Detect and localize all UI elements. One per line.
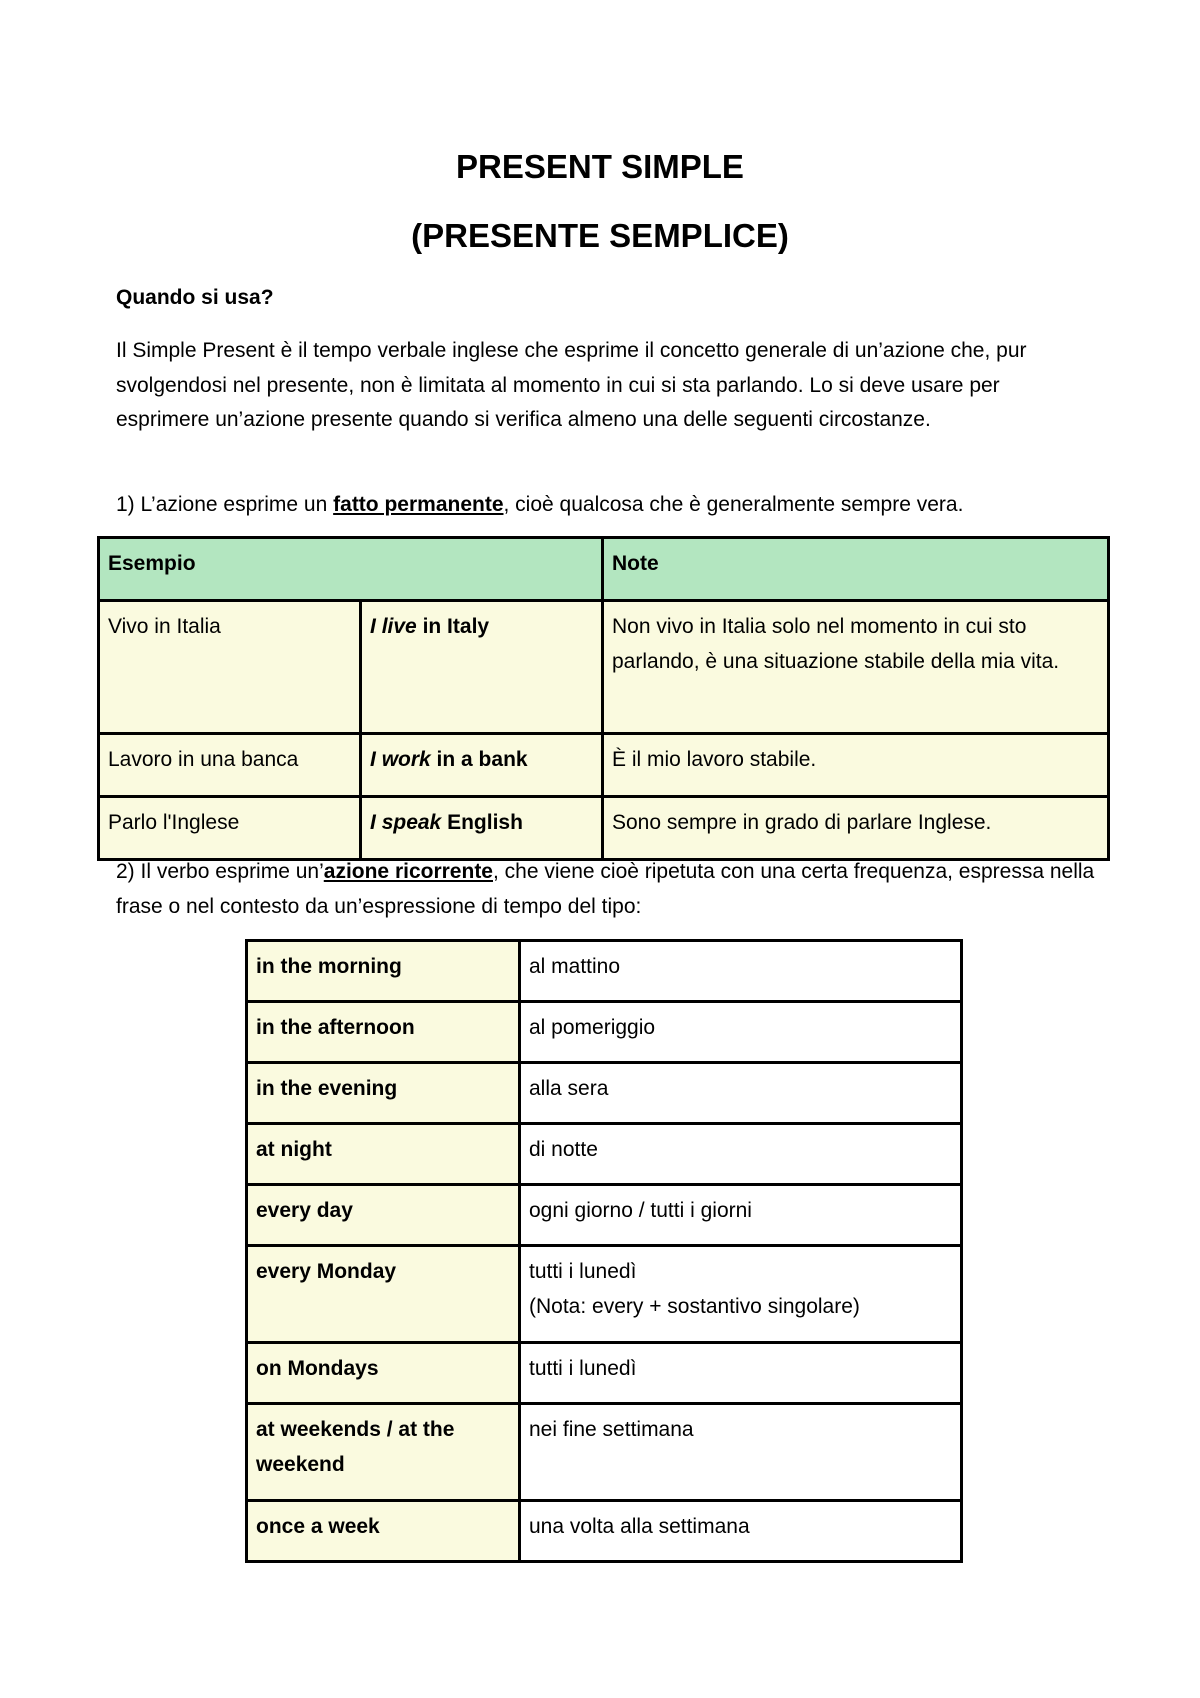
section-heading: Quando si usa? — [116, 286, 274, 309]
intro-paragraph: Il Simple Present è il tempo verbale inglese che esprime il concetto generale di un’azione che, pur svolgendosi nel presente, non è limitata al momento in cui si sta parlando. Lo si deve usare per esprimere un’azione presente quando si verifica almeno una delle seguenti circostanze. — [116, 339, 1027, 431]
time-expression-it-text: tutti i lunedì — [529, 1260, 637, 1283]
example-note: È il mio lavoro stabile. — [603, 734, 1109, 797]
example-english: I work in a bank — [361, 734, 603, 797]
time-expression-it: al pomeriggio — [520, 1002, 962, 1063]
time-expression-en: at night — [247, 1124, 520, 1185]
point-1-highlight: fatto permanente — [333, 493, 504, 516]
page-subtitle: (PRESENTE SEMPLICE) — [411, 217, 789, 254]
table-row — [99, 734, 1109, 797]
table-row — [247, 1246, 962, 1343]
header-example: Esempio — [99, 538, 603, 601]
examples-table — [97, 536, 1110, 861]
table-row — [247, 1343, 962, 1404]
table-row — [99, 601, 1109, 734]
table-row — [247, 1501, 962, 1562]
time-expression-en: on Mondays — [247, 1343, 520, 1404]
time-expression-en: every Monday — [247, 1246, 520, 1343]
point-2-prefix: 2) Il verbo esprime un’ — [116, 860, 324, 883]
table-row — [99, 797, 1109, 860]
time-expression-it: una volta alla settimana — [520, 1501, 962, 1562]
time-expression-en: at weekends / at the weekend — [247, 1404, 520, 1501]
point-1-prefix: 1) L’azione esprime un — [116, 493, 334, 516]
time-expression-it — [520, 1246, 962, 1343]
time-expression-it: al mattino — [520, 941, 962, 1002]
table-row — [247, 1185, 962, 1246]
example-english: I live in Italy — [361, 601, 603, 734]
point-1 — [116, 488, 1096, 523]
point-2-suffix: , che viene cioè ripetuta con una certa frequenza, espressa nella frase o nel contesto da un’espressione di tempo del tipo: — [116, 860, 1095, 918]
point-2 — [116, 855, 1096, 924]
time-expression-en: every day — [247, 1185, 520, 1246]
table-row — [247, 1063, 962, 1124]
example-english: I speak English — [361, 797, 603, 860]
point-2-highlight: azione ricorrente — [323, 860, 493, 883]
time-expression-it: tutti i lunedì — [520, 1343, 962, 1404]
time-expressions-table — [245, 939, 963, 1563]
table-row — [247, 1124, 962, 1185]
time-expression-note: (Nota: every + sostantivo singolare) — [529, 1294, 860, 1318]
time-expression-en: in the evening — [247, 1063, 520, 1124]
examples-header-row — [99, 538, 1109, 601]
example-note: Non vivo in Italia solo nel momento in cui sto parlando, è una situazione stabile della mia vita. — [603, 601, 1109, 734]
point-1-suffix: , cioè qualcosa che è generalmente sempre vera. — [503, 493, 964, 516]
page-title: PRESENT SIMPLE — [456, 148, 744, 185]
time-expression-it: nei fine settimana — [520, 1404, 962, 1501]
time-expression-it: alla sera — [520, 1063, 962, 1124]
time-expression-en: in the afternoon — [247, 1002, 520, 1063]
table-row — [247, 941, 962, 1002]
time-expression-en: in the morning — [247, 941, 520, 1002]
example-italian: Lavoro in una banca — [99, 734, 361, 797]
example-italian: Parlo l'Inglese — [99, 797, 361, 860]
example-note: Sono sempre in grado di parlare Inglese. — [603, 797, 1109, 860]
header-note: Note — [603, 538, 1109, 601]
table-row — [247, 1404, 962, 1501]
time-expression-en: once a week — [247, 1501, 520, 1562]
time-expression-it: ogni giorno / tutti i giorni — [520, 1185, 962, 1246]
example-italian: Vivo in Italia — [99, 601, 361, 734]
time-expression-it: di notte — [520, 1124, 962, 1185]
table-row — [247, 1002, 962, 1063]
